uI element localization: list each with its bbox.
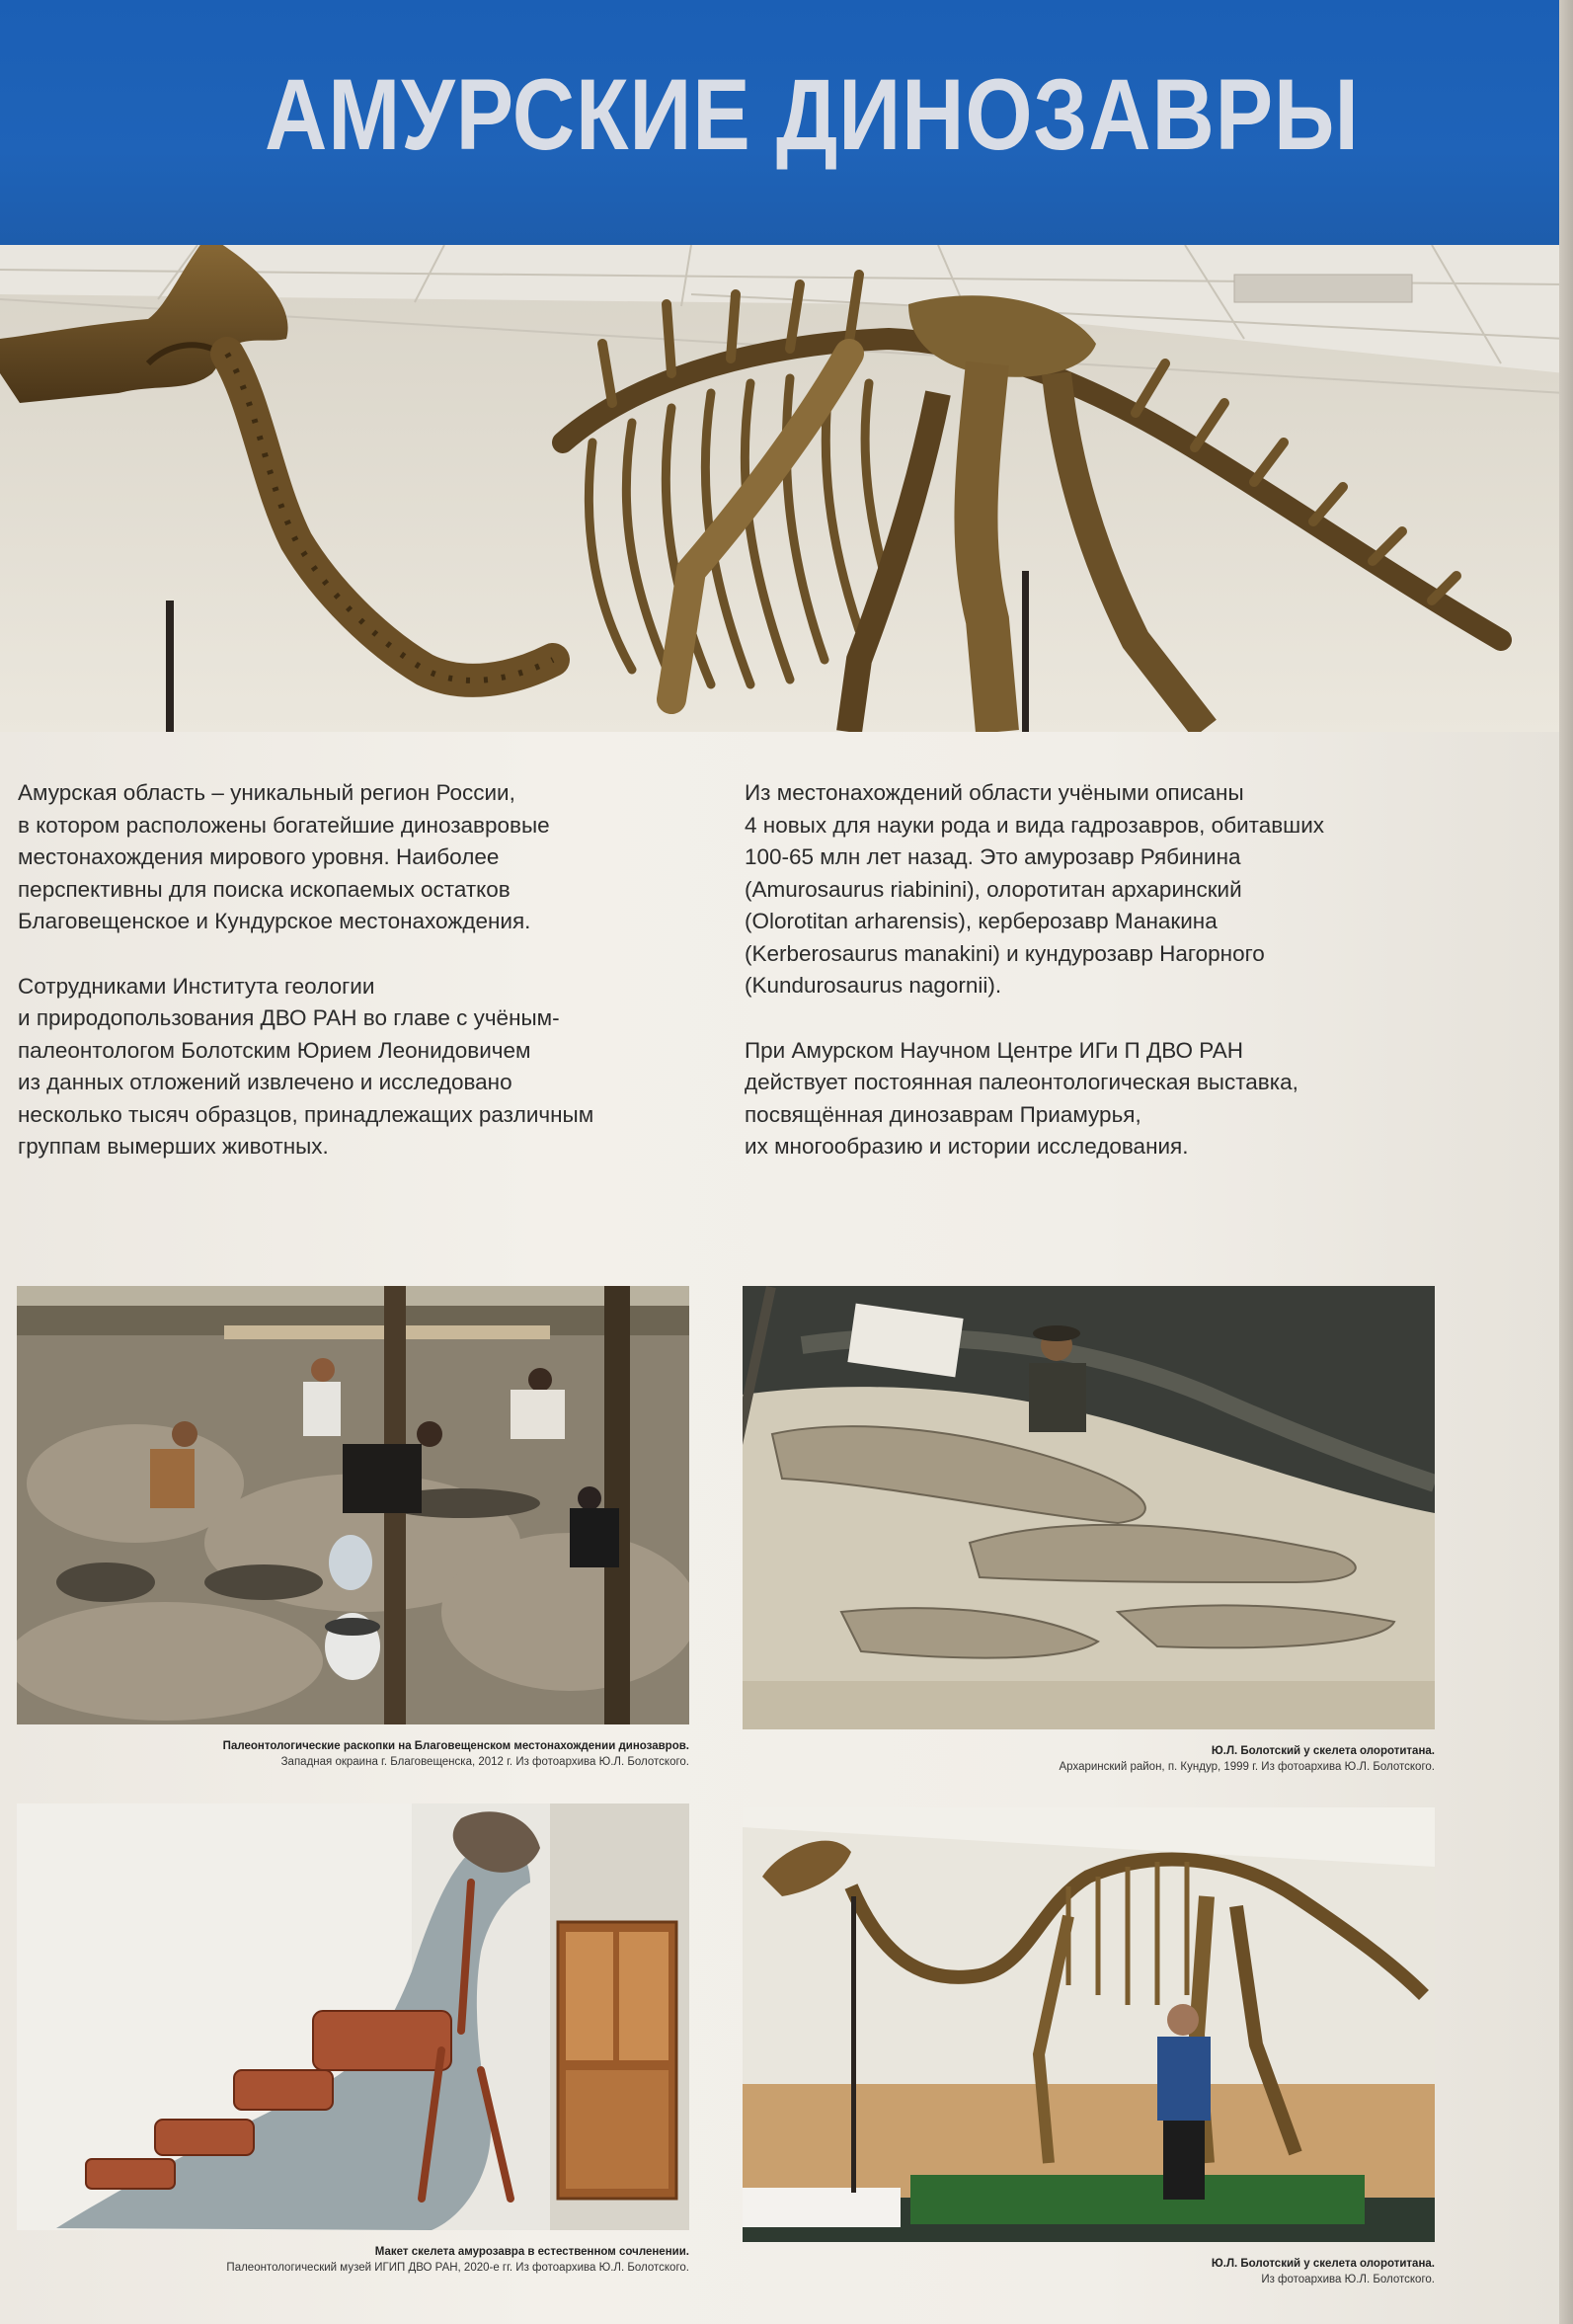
photo-caption <box>743 2256 1435 2287</box>
hero-photo-olorotitan-skeleton <box>0 245 1565 732</box>
caption-source: Из фотоархива Ю.Л. Болотского. <box>1261 2274 1435 2285</box>
caption-title: Ю.Л. Болотский у скелета олоротитана. <box>1211 2258 1435 2270</box>
photo-amurosaurus-model <box>17 1803 689 2230</box>
caption-title: Ю.Л. Болотский у скелета олоротитана. <box>1211 1745 1435 1757</box>
paragraph: Из местонахождений области учёными описаны 4 новых для науки рода и вида гадрозавров, обитавших 100-65 млн лет назад. Это амурозавр Рябинина (Amurosaurus riabinini), олоротитан архаринский (Olorotitan arharensis), керберозавр Манакина (Kerberosaurus manakini) и кундурозавр Нагорного (Kundurosaurus nagornii). <box>745 780 1325 998</box>
caption-source: Архаринский район, п. Кундур, 1999 г. Из фотоархива Ю.Л. Болотского. <box>1059 1761 1435 1773</box>
photo-mounted-skeleton <box>743 1807 1435 2242</box>
photo-excavation <box>17 1286 689 1724</box>
paragraph: Сотрудниками Института геологии и природопользования ДВО РАН во главе с учёным- палеонтологом Болотским Юрием Леонидовичем из данных отложений извлечено и исследовано несколько тысяч образцов, принадлежащих различным группам вымерших животных. <box>18 973 594 1159</box>
caption-source: Палеонтологический музей ИГИП ДВО РАН, 2020-е гг. Из фотоархива Ю.Л. Болотского. <box>226 2262 689 2274</box>
photo-caption <box>743 1743 1435 1775</box>
caption-title: Палеонтологические раскопки на Благовещенском местонахождении динозавров. <box>222 1740 689 1752</box>
photo-field-skeleton <box>743 1286 1435 1729</box>
text-column-left <box>18 777 699 1196</box>
photo-caption <box>17 2244 689 2276</box>
poster-edge <box>1559 0 1573 2324</box>
caption-title: Макет скелета амурозавра в естественном сочленении. <box>374 2246 689 2258</box>
header-banner <box>0 0 1565 252</box>
paragraph: Амурская область – уникальный регион России, в котором расположены богатейшие динозавровые местонахождения мирового уровня. Наиболее перспективны для поиска ископаемых остатков Благовещенское и Кундурское местонахождения. <box>18 780 550 933</box>
caption-source: Западная окраина г. Благовещенска, 2012 г. Из фотоархива Ю.Л. Болотского. <box>280 1756 689 1768</box>
photo-caption <box>17 1738 689 1770</box>
text-column-right <box>745 777 1455 1196</box>
paragraph: При Амурском Научном Центре ИГи П ДВО РАН действует постоянная палеонтологическая выставка, посвящённая динозаврам Приамурья, их многообразию и истории исследования. <box>745 1037 1298 1159</box>
page-title: АМУРСКИЕ ДИНОЗАВРЫ <box>265 58 1360 171</box>
